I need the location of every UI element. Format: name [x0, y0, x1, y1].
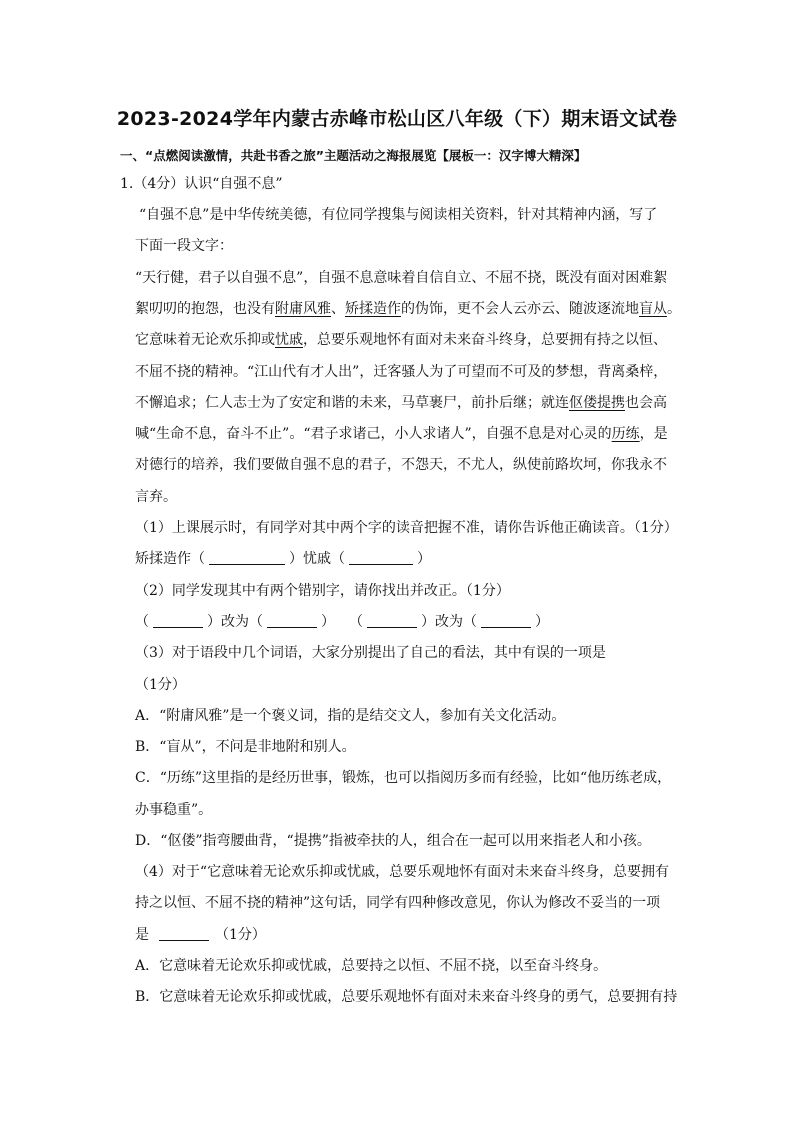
option-c-line-2: 办事稳重”。	[135, 802, 213, 818]
intro-line-1: “自强不息”是中华传统美德，有位同学搜集与阅读相关资料，针对其精神内涵，写了	[139, 207, 658, 223]
sub-question-1-answers	[135, 549, 431, 569]
passage-line-5	[135, 393, 667, 413]
passage-text: 的伪饰，更不会人云亦云、随波逐流地	[401, 301, 639, 317]
answer-label: （1分）	[215, 927, 266, 943]
sub-question-2-answers	[135, 612, 549, 632]
underlined-term: 矫揉造作	[345, 301, 401, 317]
underlined-term: 忧戚	[275, 332, 303, 348]
answer-blank[interactable]	[367, 612, 417, 628]
passage-line-2	[135, 299, 681, 319]
answer-label: ）改为（	[207, 614, 263, 630]
passage-line-8: 言弃。	[135, 489, 177, 505]
underlined-term: 历练	[611, 426, 640, 442]
sub-question-3-line-1: （3）对于语段中几个词语，大家分别提出了自己的看法，其中有误的一项是	[135, 645, 606, 661]
sub-question-1: （1）上课展示时，有同学对其中两个字的读音把握不准，请你告诉他正确读音。（1分）	[135, 520, 678, 536]
answer-label: （	[135, 614, 149, 630]
option-a: A．它意味着无论欢乐抑或忧戚，总要持之以恒、不屈不挠，以至奋斗终身。	[135, 958, 608, 974]
passage-line-7: 对德行的培养，我们要做自强不息的君子，不怨天，不尤人，纵使前路坎坷，你我永不	[135, 457, 667, 473]
passage-text: 、	[331, 301, 345, 317]
answer-label: ）改为（	[421, 614, 477, 630]
intro-line-2: 下面一段文字：	[135, 238, 233, 254]
sub-question-4-line-1: （4）对于“它意味着无论欢乐抑或忧戚，总要乐观地怀有面对未来奋斗终身，总要拥有	[135, 864, 670, 880]
passage-text: 絮叨叨的抱怨，也没有	[135, 301, 275, 317]
passage-line-3	[135, 330, 667, 350]
passage-line-4: 不屈不挠的精神。“江山代有才人出”，迁客骚人为了可望而不可及的梦想，背离桑梓，	[135, 364, 668, 380]
option-c-line-1: C．“历练”这里指的是经历世事，锻炼，也可以指阅历多而有经验，比如“他历练老成，	[135, 770, 672, 786]
answer-label: （	[349, 614, 363, 630]
answer-blank[interactable]	[209, 549, 285, 565]
option-b: B．它意味着无论欢乐抑或忧戚，总要乐观地怀有面对未来奋斗终身的勇气，总要拥有持	[135, 989, 678, 1005]
passage-text: ，总要乐观地怀有面对未来奋斗终身，总要拥有持之以恒、	[303, 332, 667, 348]
passage-text: 不懈追求；仁人志士为了安定和谐的未来，马草裹尸，前扑后继；就连	[135, 395, 569, 411]
underlined-term: 附庸风雅	[275, 301, 331, 317]
underlined-term: 伛偻提携	[569, 395, 625, 411]
sub-question-2: （2）同学发现其中有两个错别字，请你找出并改正。（1分）	[135, 583, 510, 599]
option-d: D．“伛偻”指弯腰曲背，“提携”指被牵扶的人，组合在一起可以用来指老人和小孩。	[135, 833, 651, 849]
passage-text: ，是	[639, 426, 668, 442]
passage-text: 它意味着无论欢乐抑或	[135, 332, 275, 348]
sub-question-4-line-3	[135, 925, 266, 945]
sub-question-4-line-2: 持之以恒、不屈不挠的精神”这句话，同学有四种修改意见，你认为修改不妥当的一项	[135, 895, 661, 911]
passage-line-6	[135, 424, 668, 444]
answer-label: ）	[289, 551, 303, 567]
section-heading: 一、“点燃阅读激情，共赴书香之旅”主题活动之海报展览【展板一：汉字博大精深】	[120, 148, 587, 163]
question-stem: 1.（4分）认识“自强不息”	[120, 176, 283, 192]
answer-blank[interactable]	[267, 612, 317, 628]
answer-label: 矫揉造作（	[135, 551, 205, 567]
answer-label: ）	[535, 614, 549, 630]
answer-label: 是	[135, 927, 149, 943]
underlined-term: 盲从	[639, 301, 667, 317]
answer-blank[interactable]	[159, 925, 209, 941]
answer-label: ）	[417, 551, 431, 567]
passage-text: 。	[667, 301, 681, 317]
answer-label: ）	[321, 614, 335, 630]
answer-label: 忧戚（	[303, 551, 345, 567]
passage-text: 也会高	[625, 395, 667, 411]
answer-blank[interactable]	[349, 549, 413, 565]
passage-line-1: “天行健，君子以自强不息”，自强不息意味着自信自立、不屈不挠，既没有面对困难絮	[135, 270, 668, 286]
option-a: A．“附庸风雅”是一个褒义词，指的是结交文人，参加有关文化活动。	[135, 708, 566, 724]
answer-blank[interactable]	[481, 612, 531, 628]
sub-question-3-line-2: （1分）	[135, 677, 186, 693]
page-title: 2023-2024学年内蒙古赤峰市松山区八年级（下）期末语文试卷	[116, 108, 678, 130]
passage-text: 喊“生命不息，奋斗不止”。“君子求诸己，小人求诸人”，自强不息是对心灵的	[135, 426, 612, 442]
answer-blank[interactable]	[153, 612, 203, 628]
option-b: B．“盲从”，不问是非地附和别人。	[135, 739, 356, 755]
